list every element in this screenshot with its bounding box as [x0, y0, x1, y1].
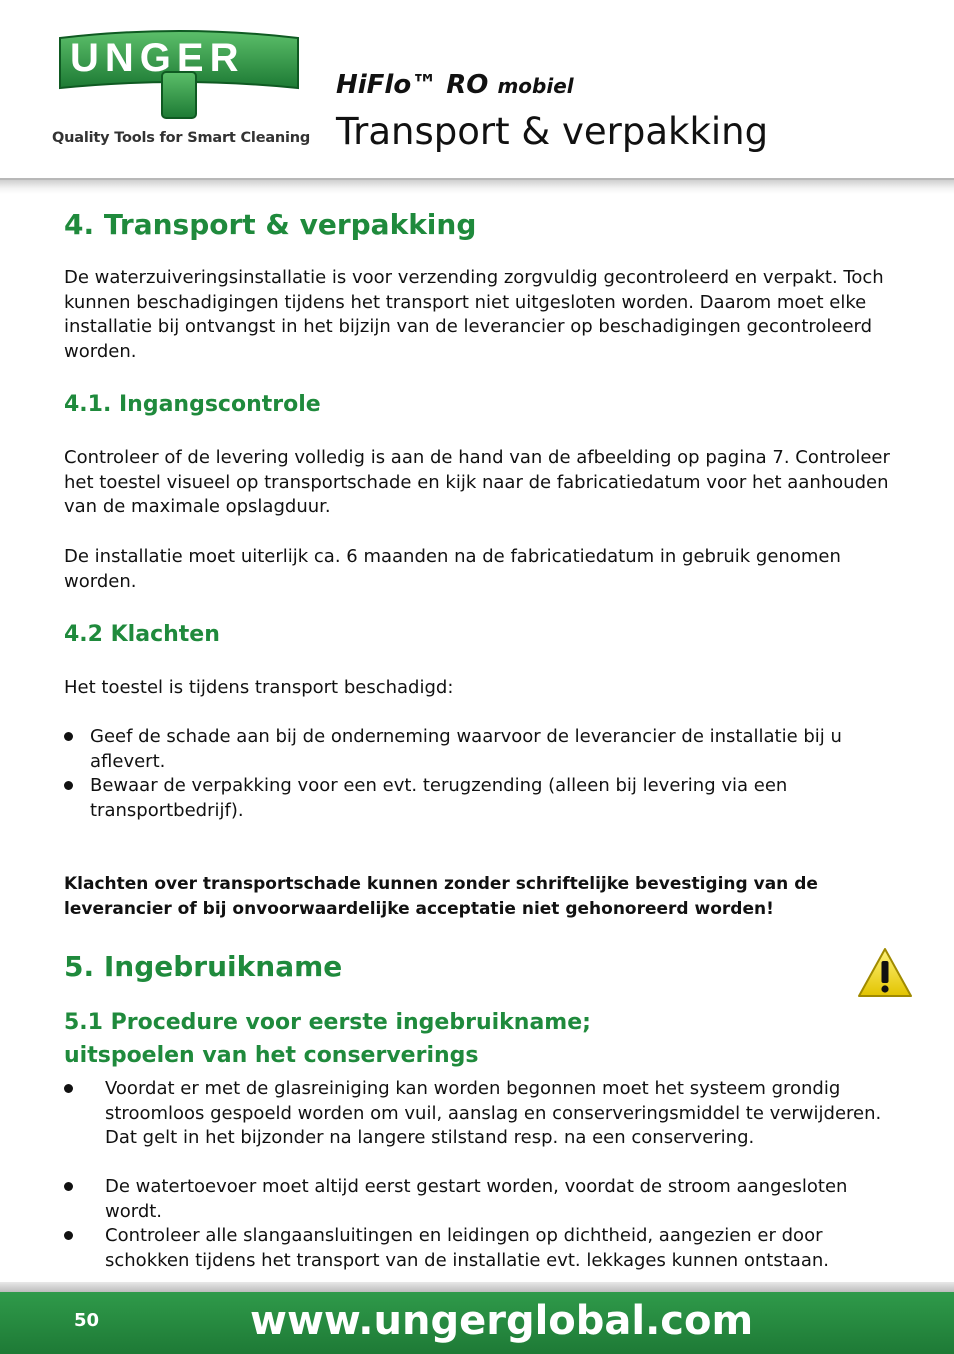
section-5-1-heading-line-1: 5.1 Procedure voor eerste ingebruikname; [64, 1010, 591, 1035]
section-5-1-heading [64, 1006, 591, 1072]
page-number: 50 [74, 1310, 100, 1331]
section-4-1-heading: 4.1. Ingangscontrole [64, 392, 321, 417]
section-4-2-intro: Het toestel is tijdens transport beschadigd: [64, 677, 454, 698]
page-title: Transport & verpakking [336, 110, 769, 153]
footer-divider [0, 1282, 954, 1292]
section-5-heading: 5. Ingebruikname [64, 950, 343, 983]
section-4-1-paragraph-2: De installatie moet uiterlijk ca. 6 maanden na de fabricatiedatum in gebruik genomen worden. [64, 546, 841, 592]
list-item [64, 1175, 900, 1224]
section-4-1-paragraph-1: Controleer of de levering volledig is aan de hand van de afbeelding op pagina 7. Controleer het toestel visueel op transportschade en kijk naar de fabricatiedatum voor het aanhouden van de maximale opslagduur. [64, 447, 890, 517]
bullet-dot [64, 1231, 73, 1240]
product-title-main: HiFlo™ RO [336, 70, 489, 100]
section-4-heading: 4. Transport & verpakking [64, 208, 477, 241]
page-header [0, 0, 954, 192]
transport-damage-notice: Klachten over transportschade kunnen zonder schriftelijke bevestiging van de leverancier of bij onvoorwaardelijke acceptatie niet gehonoreerd worden! [64, 874, 818, 919]
list-item-text: Bewaar de verpakking voor een evt. terugzending (alleen bij levering via een transportbedrijf). [90, 775, 788, 821]
bullet-dot [64, 1084, 73, 1093]
warning-triangle-icon [856, 946, 914, 1000]
section-5-1-heading-line-2: uitspoelen van het conserverings [64, 1043, 479, 1068]
list-item-text: De watertoevoer moet altijd eerst gestart worden, voordat de stroom aangesloten wordt. [105, 1176, 848, 1222]
bullet-dot [64, 732, 73, 741]
section-4-paragraph: De waterzuiveringsinstallatie is voor verzending zorgvuldig gecontroleerd en verpakt. Toch kunnen beschadigingen tijdens het transport niet uitgesloten worden. Daarom moet elke installatie bij ontvangst in het bijzijn van de leverancier op beschadigingen gecontroleerd worden. [64, 267, 884, 362]
unger-logo [50, 24, 310, 154]
bullet-dot [64, 781, 73, 790]
list-item-text: Controleer alle slangaansluitingen en leidingen op dichtheid, aangezien er door schokken tijdens het transport van de installatie evt. lekkages kunnen ontstaan. [105, 1225, 829, 1271]
list-item [64, 774, 894, 823]
product-title [336, 70, 574, 100]
list-item-text: Geef de schade aan bij de onderneming waarvoor de leverancier de installatie bij u aflevert. [90, 726, 842, 772]
list-item [64, 1077, 900, 1151]
list-item [64, 725, 894, 774]
list-item [64, 1224, 900, 1273]
footer-url-link[interactable]: www.ungerglobal.com [250, 1298, 754, 1344]
list-item-text: Voordat er met de glasreiniging kan worden begonnen moet het systeem grondig stroomloos gespoeld worden om vuil, aanslag en conserveringsmiddel te verwijderen. Dat gelt in het bijzonder na langere stilstand resp. na een conservering. [105, 1078, 882, 1148]
bullet-dot [64, 1182, 73, 1191]
page-footer [0, 1292, 954, 1354]
product-title-sub: mobiel [497, 74, 574, 98]
logo-tagline: Quality Tools for Smart Cleaning [52, 130, 311, 146]
section-4-2-heading: 4.2 Klachten [64, 622, 220, 647]
header-divider [0, 178, 954, 194]
logo-wordmark: UNGER [70, 36, 245, 80]
